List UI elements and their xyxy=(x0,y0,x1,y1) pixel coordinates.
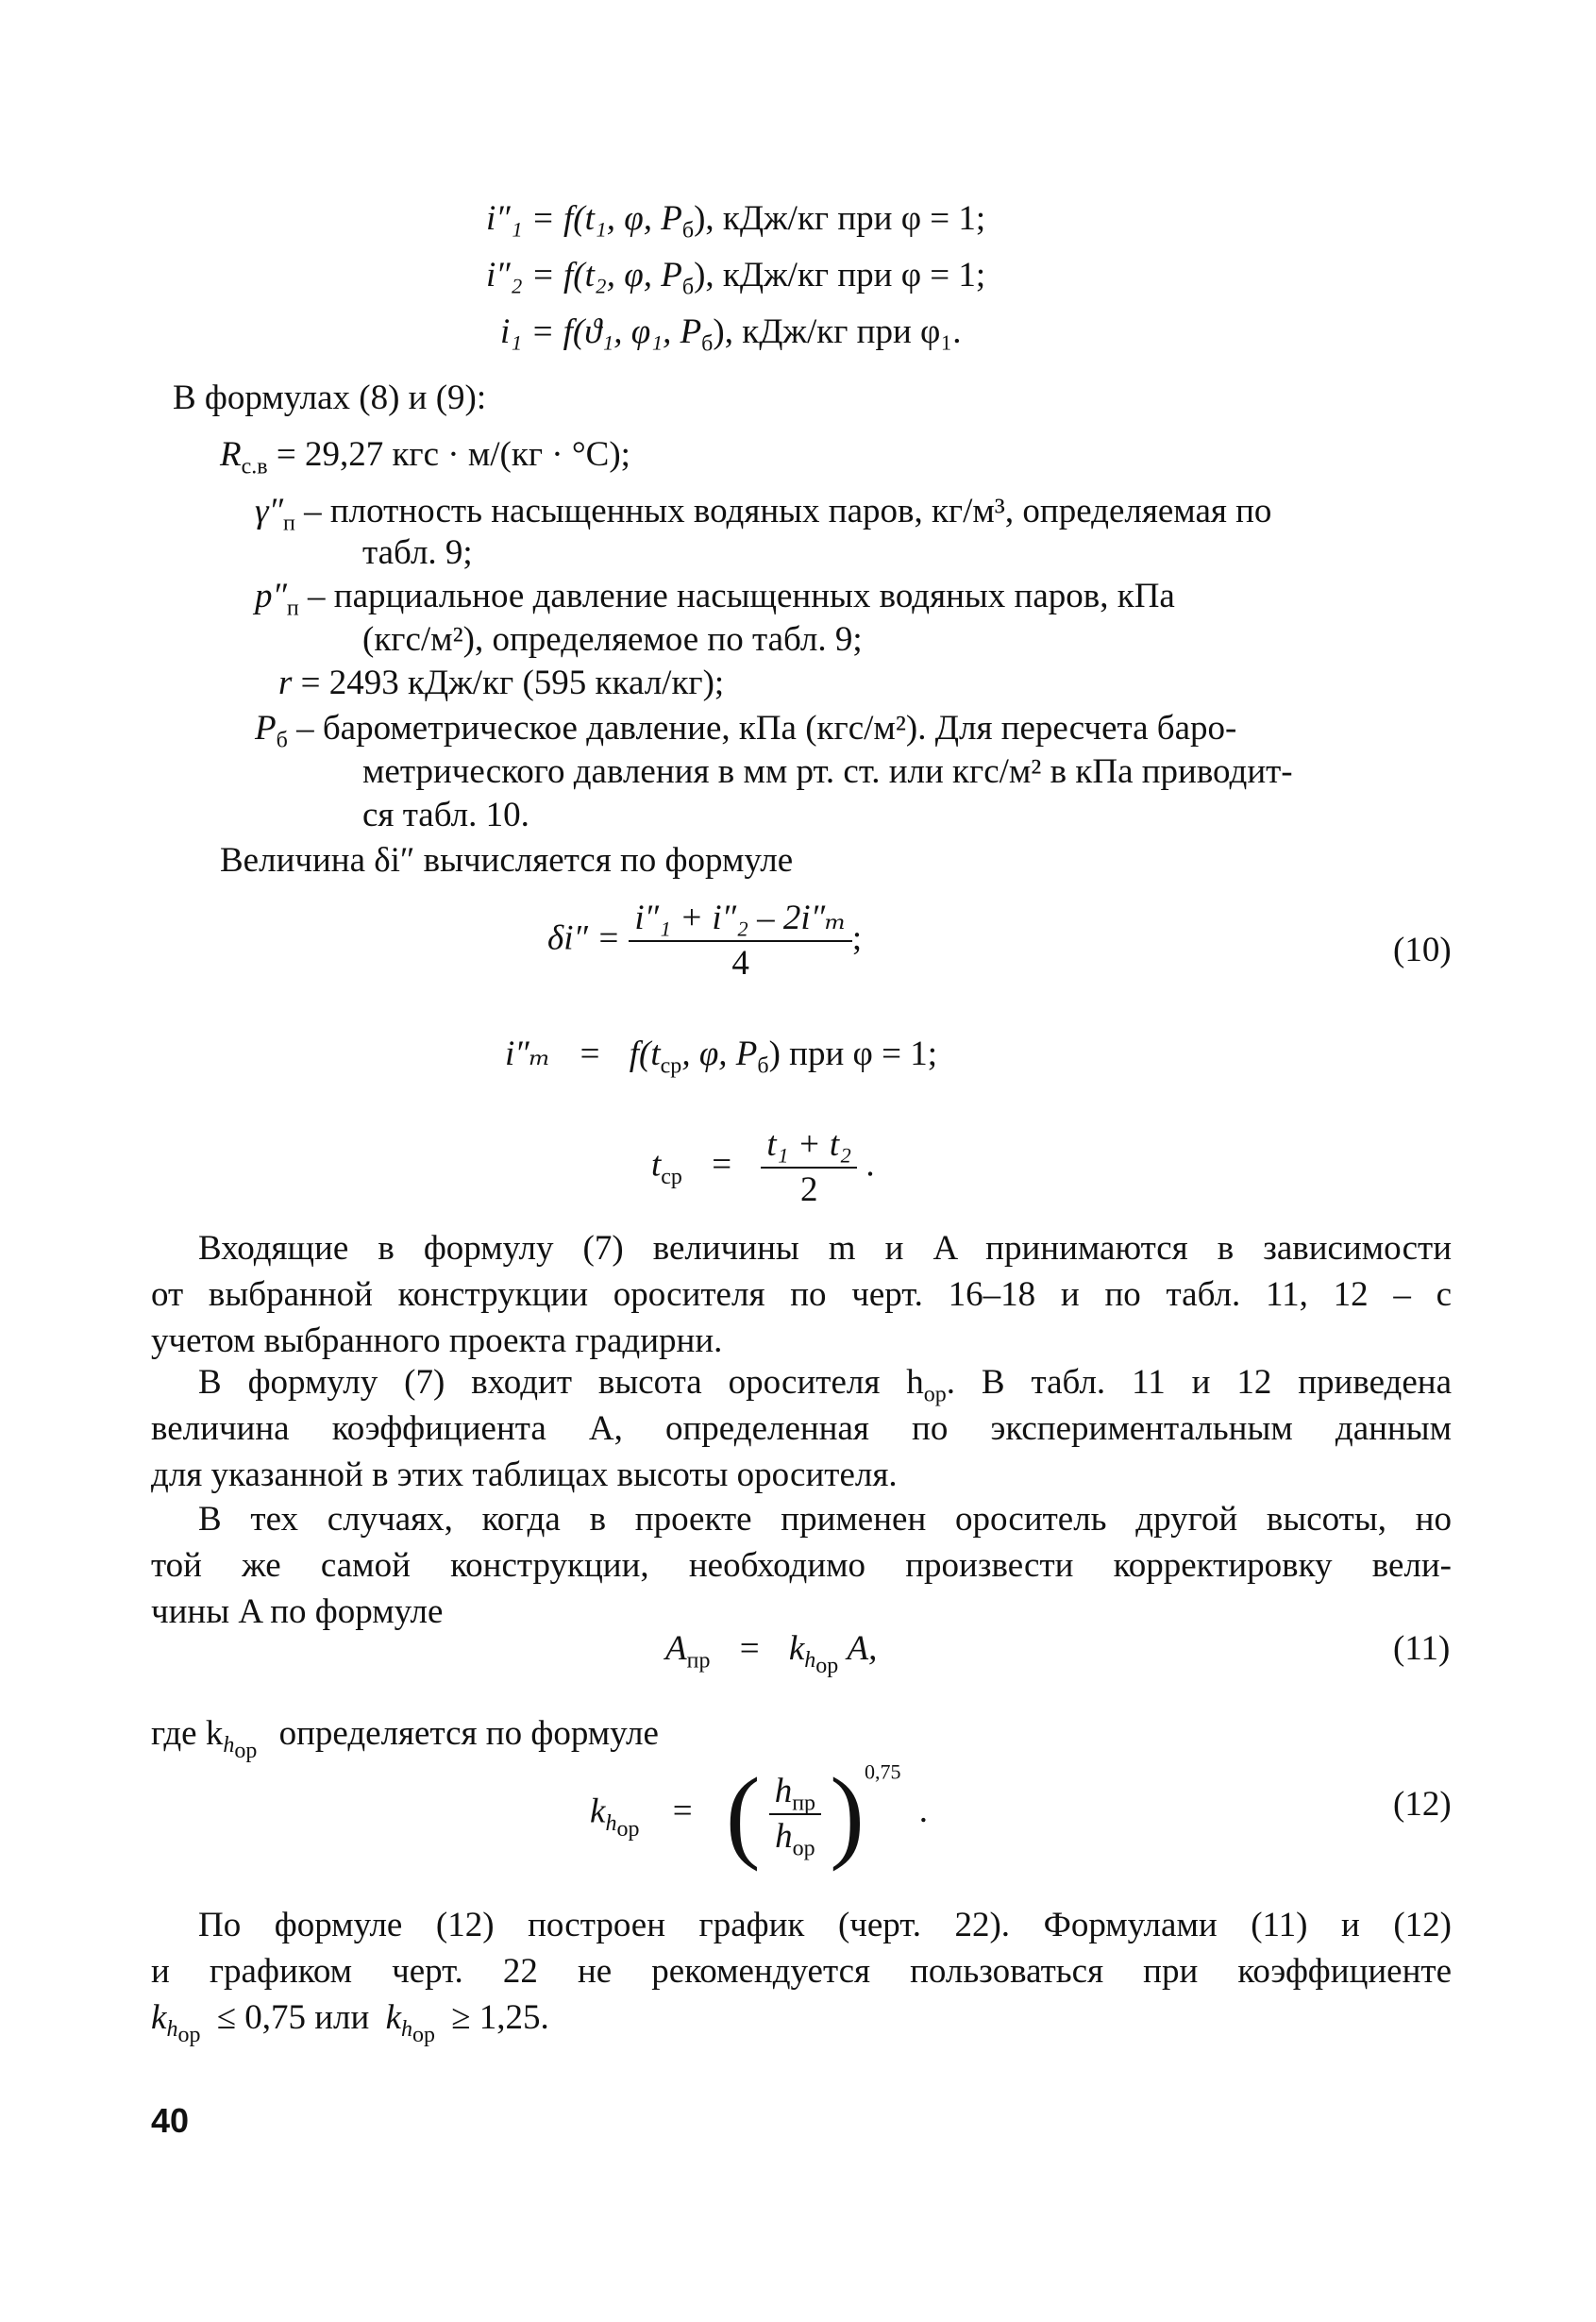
right-paren: ) xyxy=(830,1757,865,1872)
formula-i2: i″₂ = f(t₂, φ, $P_б$), кДж/кг при φ = 1; xyxy=(486,256,986,300)
paragraph-1: Входящие в формулу (7) величины m и A принимаются в зависимости от выбранной конструкции оросителя по черт. 16–18 и по табл. 11, 12 – с учетом выбранного проекта градирни. xyxy=(151,1229,1452,1360)
eq12-fraction: $\frac{h_{пр}}{h_{ор}}$ xyxy=(769,1770,821,1859)
def-pb: $P_б$ – барометрическое давление, кПа (кгс/м²). Для пересчета баро- xyxy=(255,709,1237,753)
paragraph-2: В формулу (7) входит высота оросителя $h_{ор}$. В табл. 11 и 12 приведена величина коэффициента A, определенная по экспериментальным данным для указанной в этих таблицах высоты оросителя. xyxy=(151,1363,1452,1494)
def-rcv: $R_{с.в} = 29,27$ кгс · м/(кг · °С); xyxy=(220,435,630,480)
equation-im: $i''_m = f(t_{ср}$, φ, $P_б$) при φ = 1; xyxy=(505,1035,938,1079)
equation-number-10: (10) xyxy=(1393,931,1452,969)
tcp-fraction: $\frac{\text{t₁ + t₂}}{2}$ xyxy=(761,1123,857,1212)
def-r: r = 2493 кДж/кг (595 ккал/кг); xyxy=(278,664,725,702)
equation-number-12: (12) xyxy=(1393,1785,1452,1824)
where-k-line: где $k_{h_{ор}}$ определяется по формуле xyxy=(151,1714,659,1764)
def-pb-cont2: ся табл. 10. xyxy=(362,796,529,834)
def-pb-cont: метрического давления в мм рт. ст. или кгс/м² в кПа приводит- xyxy=(362,752,1293,791)
page-number: 40 xyxy=(151,2101,190,2140)
delta-intro: Величина δi″ вычисляется по формуле xyxy=(220,841,794,880)
left-paren: ( xyxy=(725,1757,761,1872)
equation-10: δi″ = $\frac{\text{i″₁ + i″₂ – 2i″ₘ}}{4}$ ; xyxy=(547,897,862,985)
equation-tcp: $t_{ср}$ = $\frac{\text{t₁ + t₂}}{2}$ . xyxy=(651,1123,875,1212)
paragraph-3: В тех случаях, когда в проекте применен ороситель другой высоты, но той же самой конструкции, необходимо произвести корректировку вели- чины A по формуле xyxy=(151,1500,1452,1631)
def-gamma-cont: табл. 9; xyxy=(362,533,473,572)
formula-i-lower: i₁ = f(ϑ₁, φ₁, $P_б$), кДж/кг при φ₁. xyxy=(500,312,962,357)
equation-11: $A_{пр} = k_{h_{ор}}$ A, xyxy=(665,1629,878,1679)
paragraph-4: По формуле (12) построен график (черт. 22). Формулами (11) и (12) и графиком черт. 22 не рекомендуется пользоваться при коэффициенте $k_{h_{ор}} \le 0,75$ или $k_{h_{ор}} \ge 1,25$. xyxy=(151,1906,1452,2048)
def-pn-cont: (кгс/м²), определяемое по табл. 9; xyxy=(362,620,863,659)
equation-number-11: (11) xyxy=(1393,1629,1451,1668)
def-pn: $p''_п$ – парциальное давление насыщенных водяных паров, кПа xyxy=(255,577,1175,621)
def-gamma: $\gamma''_п$ – плотность насыщенных водяных паров, кг/м³, определяемая по xyxy=(255,492,1272,536)
in-formulas-heading: В формулах (8) и (9): xyxy=(173,379,487,417)
formula-i1: i″₁ = f(t₁, φ, $P_б$), кДж/кг при φ = 1; xyxy=(486,199,986,244)
equation-12: $k_{h_{ор}}$ = ( $\frac{h_{пр}}{h_{ор}}$ )$^{0,75}$ . xyxy=(590,1757,928,1872)
eq10-fraction: $\frac{\text{i″₁ + i″₂ – 2i″ₘ}}{4}$ xyxy=(629,897,851,985)
